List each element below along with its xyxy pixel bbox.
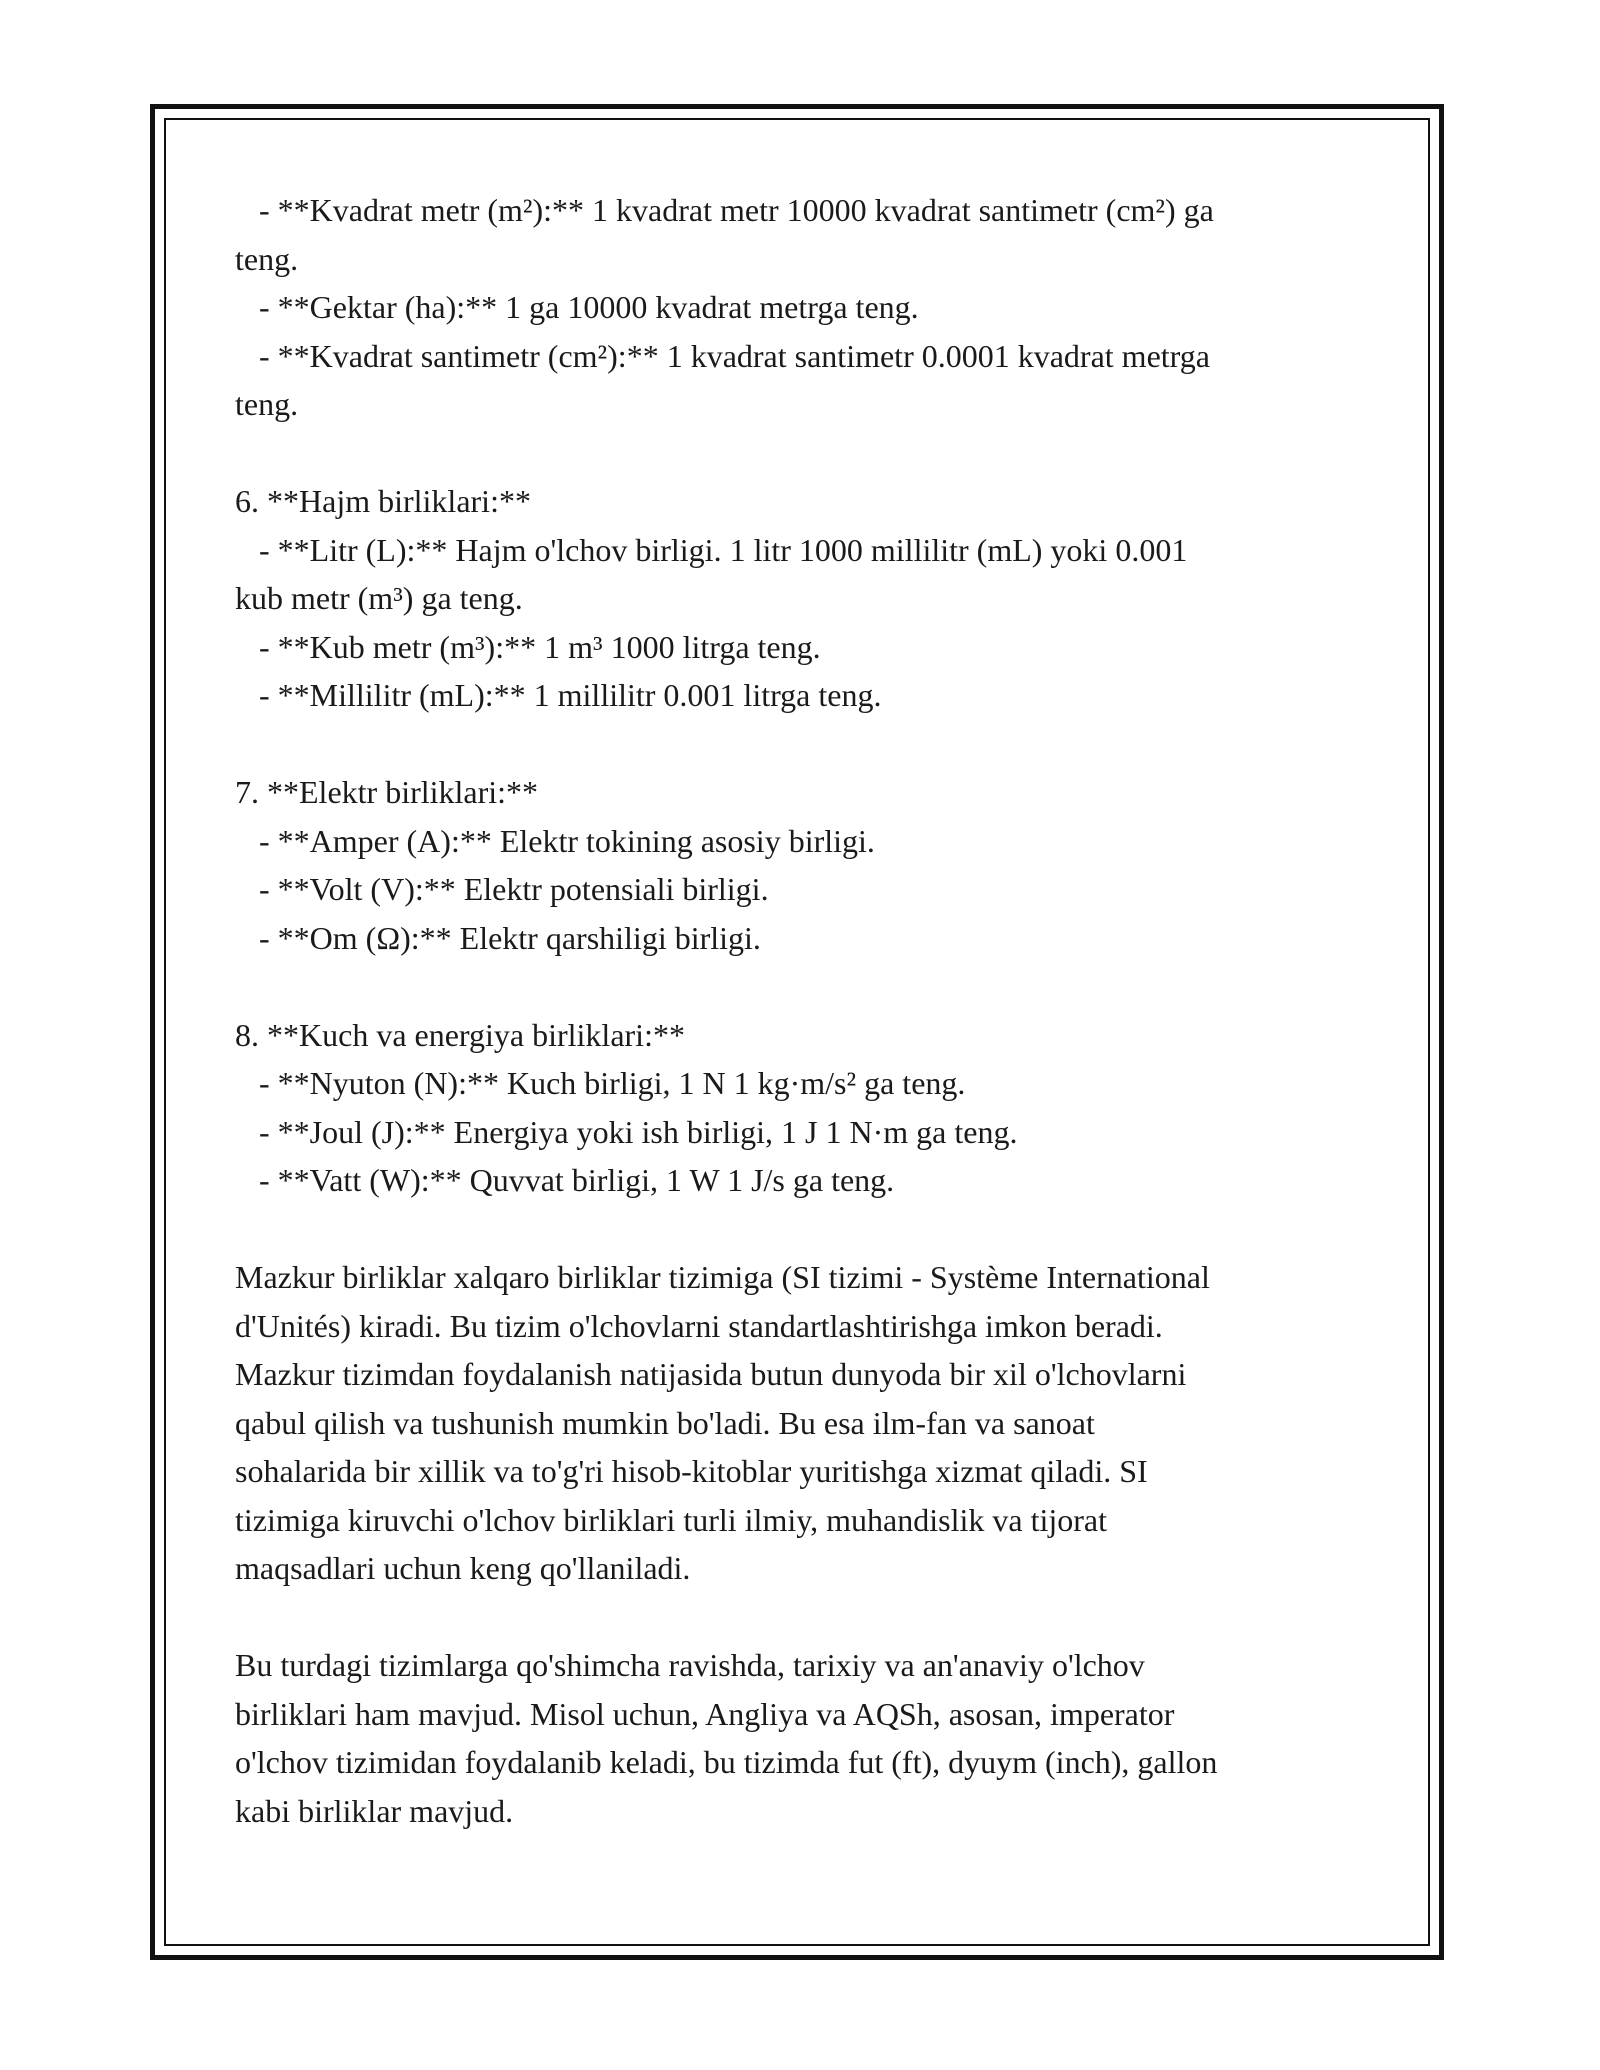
text-line: - **Nyuton (N):** Kuch birligi, 1 N 1 kg·m/s² ga teng. [235,1065,966,1101]
text-line: kabi birliklar mavjud. [235,1792,514,1829]
text-line: - **Amper (A):** Elektr tokining asosiy birligi. [235,822,875,859]
area-units-list [235,186,1365,429]
text-line: d'Unités) kiradi. Bu tizim o'lchovlarni standartlashtirishga imkon beradi. [235,1307,1163,1344]
si-system-paragraph [235,1253,1365,1593]
text-line: qabul qilish va tushunish mumkin bo'ladi. Bu esa ilm-fan va sanoat [235,1404,1095,1441]
text-line: birliklari ham mavjud. Misol uchun, Angliya va AQSh, asosan, imperator [235,1695,1175,1732]
text-line: - **Volt (V):** Elektr potensiali birligi. [235,871,769,907]
text-line: Mazkur tizimdan foydalanish natijasida butun dunyoda bir xil o'lchovlarni [235,1356,1187,1392]
text-line: - **Om (Ω):** Elektr qarshiligi birligi. [235,919,761,956]
text-line: tizimiga kiruvchi o'lchov birliklari turli ilmiy, muhandislik va tijorat [235,1501,1107,1538]
paragraph-gap [235,962,1365,1011]
text-line: teng. [235,240,299,277]
text-line: - **Litr (L):** Hajm o'lchov birligi. 1 litr 1000 millilitr (mL) yoki 0.001 [235,531,1188,568]
text-line: - **Gektar (ha):** 1 ga 10000 kvadrat metrga teng. [235,289,919,325]
text-line: Bu turdagi tizimlarga qo'shimcha ravishda, tarixiy va an'anaviy o'lchov [235,1647,1145,1683]
text-line: maqsadlari uchun keng qo'llaniladi. [235,1550,691,1586]
section-heading: 7. **Elektr birliklari:** [235,774,539,810]
electric-units-section [235,768,1365,962]
paragraph-gap [235,1593,1365,1642]
section-heading: 8. **Kuch va energiya birliklari:** [235,1016,685,1053]
text-line: - **Millilitr (mL):** 1 millilitr 0.001 litrga teng. [235,677,882,713]
text-line: Mazkur birliklar xalqaro birliklar tizimiga (SI tizimi - Système International [235,1259,1210,1295]
text-line: - **Vatt (W):** Quvvat birligi, 1 W 1 J/s ga teng. [235,1162,895,1198]
volume-units-section [235,477,1365,720]
section-heading: 6. **Hajm birliklari:** [235,483,531,519]
traditional-units-paragraph [235,1641,1365,1835]
text-line: teng. [235,386,299,422]
text-line: kub metr (m³) ga teng. [235,580,523,616]
text-line: o'lchov tizimidan foydalanib keladi, bu tizimda fut (ft), dyuym (inch), gallon [235,1744,1218,1780]
force-energy-units-section [235,1011,1365,1205]
document-body [235,186,1365,1835]
text-line: sohalarida bir xillik va to'g'ri hisob-kitoblar yuritishga xizmat qiladi. SI [235,1453,1148,1489]
text-line: - **Kvadrat metr (m²):** 1 kvadrat metr 10000 kvadrat santimetr (cm²) ga [235,192,1214,228]
paragraph-gap [235,429,1365,478]
text-line: - **Joul (J):** Energiya yoki ish birligi, 1 J 1 N·m ga teng. [235,1113,1018,1150]
paragraph-gap [235,720,1365,769]
text-line: - **Kub metr (m³):** 1 m³ 1000 litrga teng. [235,628,821,665]
text-line: - **Kvadrat santimetr (cm²):** 1 kvadrat santimetr 0.0001 kvadrat metrga [235,337,1210,374]
paragraph-gap [235,1205,1365,1254]
